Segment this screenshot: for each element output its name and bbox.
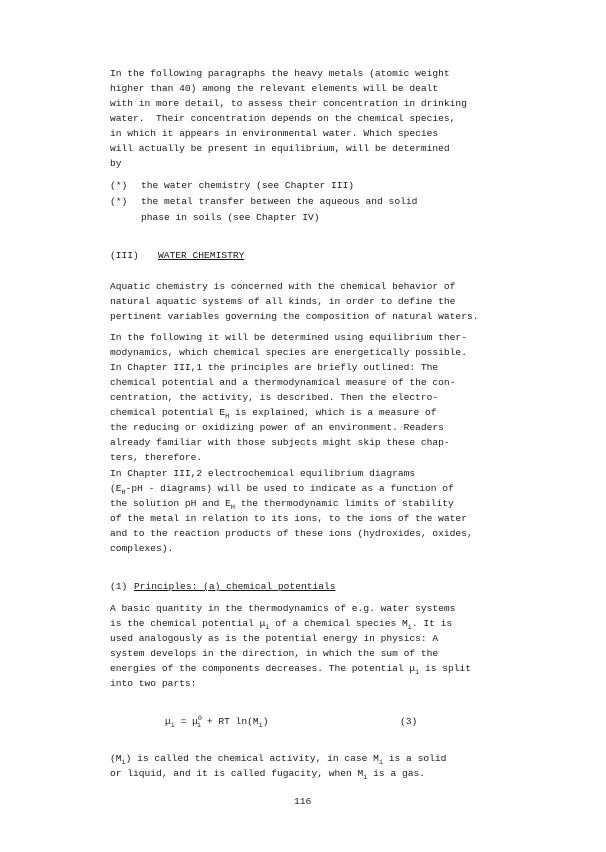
bullet-2-text: the metal transfer between the aqueous and solid bbox=[141, 196, 418, 207]
subscript-i: i bbox=[196, 721, 202, 730]
para5-line1: A basic quantity in the thermodynamics of e.g. water systems bbox=[110, 603, 456, 614]
para4-line6: complexes). bbox=[110, 543, 174, 554]
section-heading-title: WATER CHEMISTRY bbox=[158, 250, 245, 261]
para3-line4: chemical potential and a thermodynamical measure of the con- bbox=[110, 377, 456, 388]
para4-line3-b: the thermodynamic limits of stability bbox=[235, 498, 454, 509]
subheading-title: Principles: (a) chemical potentials bbox=[134, 581, 336, 592]
para5-line5 bbox=[110, 661, 471, 676]
para1-line3: with in more detail, to assess their concentration in drinking bbox=[110, 98, 467, 109]
para5-line5-a: energies of the components decreases. The potential μ bbox=[110, 663, 416, 674]
equation-equals-mu: = μ bbox=[174, 716, 198, 727]
subscript-i: i bbox=[265, 623, 270, 632]
subscript-h: H bbox=[230, 503, 235, 512]
para4-line3-a: the solution pH and E bbox=[110, 498, 231, 509]
para4-line2-a: (E bbox=[110, 483, 122, 494]
bullet-2-continuation: phase in soils (see Chapter IV) bbox=[141, 212, 320, 223]
para3-line6 bbox=[110, 405, 437, 420]
para5-line5-b: is split bbox=[419, 663, 472, 674]
para1-line5: in which it appears in environmental water. Which species bbox=[110, 128, 439, 139]
bullet-1-text: the water chemistry (see Chapter III) bbox=[141, 180, 355, 191]
para2-line1: Aquatic chemistry is concerned with the chemical behavior of bbox=[110, 281, 456, 292]
equation-close-paren: ) bbox=[262, 716, 269, 727]
para5-line4: system develops in the direction, in which the sum of the bbox=[110, 648, 439, 659]
page-number: 116 bbox=[294, 796, 312, 807]
para4-line2-b: -pH - diagrams) will be used to indicate as a function of bbox=[125, 483, 454, 494]
para3-line1: In the following it will be determined using equilibrium ther- bbox=[110, 332, 467, 343]
subscript-h: H bbox=[121, 488, 126, 497]
para5-line2-b: of a chemical species M bbox=[269, 618, 408, 629]
para3-line8: already familiar with those subjects might skip these chap- bbox=[110, 437, 450, 448]
mu-symbol: μ bbox=[165, 716, 171, 727]
equation-rt-ln: + RT ln(M bbox=[201, 716, 259, 727]
para5-line2-a: is the chemical potential μ bbox=[110, 618, 266, 629]
para3-line5: centration, the activity, is described. Then the electro- bbox=[110, 392, 439, 403]
subscript-i: i bbox=[170, 721, 175, 730]
equation-3 bbox=[165, 714, 269, 729]
para5-line6: into two parts: bbox=[110, 678, 197, 689]
para6-line1-c: is a solid bbox=[383, 753, 447, 764]
subscript-i: i bbox=[415, 668, 420, 677]
para3-line7: the reducing or oxidizing power of an environment. Readers bbox=[110, 422, 444, 433]
para4-line2 bbox=[110, 481, 454, 496]
para6-line2 bbox=[110, 766, 425, 781]
para2-line3: pertinent variables governing the composition of natural waters. bbox=[110, 311, 479, 322]
subscript-i: i bbox=[378, 758, 384, 767]
para5-line2-c: . It is bbox=[411, 618, 453, 629]
para5-line3: used analogously as is the potential energy in physics: A bbox=[110, 633, 439, 644]
para6-line1 bbox=[110, 751, 446, 766]
para4-line1: In Chapter III,2 electrochemical equilibrium diagrams bbox=[110, 468, 416, 479]
para3-line3: In Chapter III,1 the principles are briefly outlined: The bbox=[110, 362, 439, 373]
para1-line2: higher than 40) among the relevant elements will be dealt bbox=[110, 83, 439, 94]
para1-line7: by bbox=[110, 158, 122, 169]
subscript-i: i bbox=[407, 623, 412, 632]
subscript-h: H bbox=[225, 412, 230, 421]
para4-line5: and to the reaction products of these ions (hydroxides, oxides, bbox=[110, 528, 473, 539]
equation-number: (3) bbox=[400, 716, 418, 727]
subscript-i: i bbox=[363, 773, 368, 782]
bullet-1-mark: (*) bbox=[110, 180, 128, 191]
section-heading-number: (III) bbox=[110, 250, 139, 261]
para6-line2-a: or liquid, and it is called fugacity, when M bbox=[110, 768, 364, 779]
para1-line1: In the following paragraphs the heavy metals (atomic weight bbox=[110, 68, 450, 79]
para2-line2: natural aquatic systems of all kinds, in order to define the bbox=[110, 296, 456, 307]
superscript-zero: 0 bbox=[197, 714, 202, 723]
para6-line2-b: is a gas. bbox=[367, 768, 425, 779]
para5-line2 bbox=[110, 616, 452, 631]
subheading-number: (1) bbox=[110, 581, 128, 592]
para1-line4: water. Their concentration depends on the chemical species, bbox=[110, 113, 456, 124]
bullet-2-mark: (*) bbox=[110, 196, 128, 207]
para3-line9: ters, therefore. bbox=[110, 452, 203, 463]
para6-line1-b: ) is called the chemical activity, in case M bbox=[125, 753, 379, 764]
para3-line2: modynamics, which chemical species are energetically possible. bbox=[110, 347, 467, 358]
para6-line1-a: (M bbox=[110, 753, 122, 764]
para3-line6-a: chemical potential E bbox=[110, 407, 226, 418]
para4-line3 bbox=[110, 496, 454, 511]
subscript-i: i bbox=[258, 721, 263, 730]
para3-line6-b: is explained, which is a measure of bbox=[229, 407, 437, 418]
para4-line4: of the metal in relation to its ions, to the ions of the water bbox=[110, 513, 467, 524]
para1-line6: will actually be present in equilibrium, will be determined bbox=[110, 143, 450, 154]
subscript-i: i bbox=[121, 758, 126, 767]
